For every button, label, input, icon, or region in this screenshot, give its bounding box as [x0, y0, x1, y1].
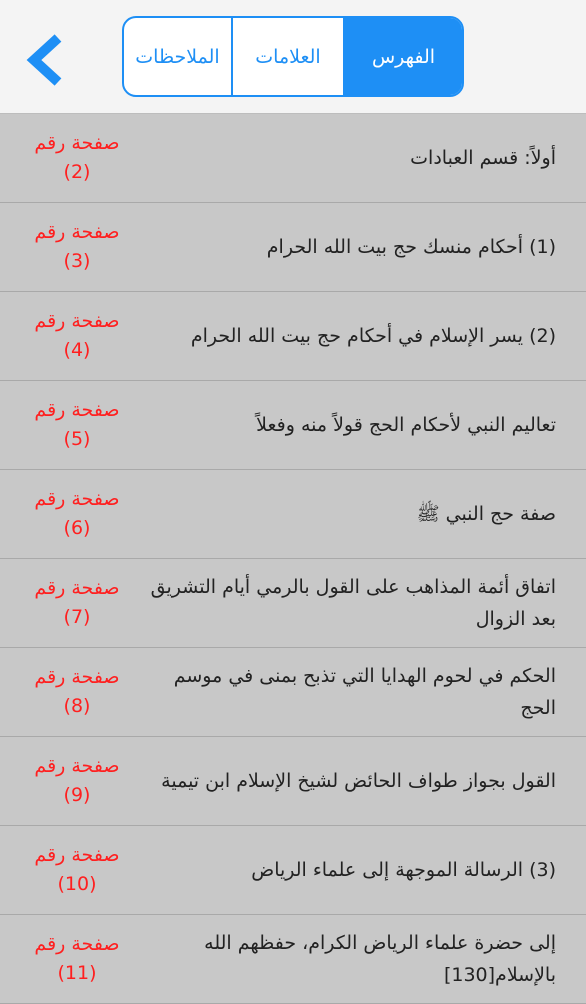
- page-label: صفحة رقم: [34, 844, 120, 866]
- tab-index[interactable]: الفهرس: [345, 18, 462, 95]
- page-reference: [18, 292, 136, 380]
- list-item[interactable]: [0, 915, 586, 1004]
- back-button[interactable]: [18, 32, 74, 88]
- page-label: صفحة رقم: [34, 488, 120, 510]
- entry-title: إلى حضرة علماء الرياض الكرام، حفظهم الله بالإسلام[130]: [204, 932, 556, 986]
- page-label: صفحة رقم: [34, 399, 120, 421]
- top-bar: [0, 0, 586, 114]
- page-reference: [18, 114, 136, 202]
- page-label: صفحة رقم: [34, 577, 120, 599]
- list-item[interactable]: [0, 381, 586, 470]
- page-number: (11): [57, 962, 97, 984]
- list-item[interactable]: [0, 114, 586, 203]
- index-list: [0, 114, 586, 1004]
- page-label: صفحة رقم: [34, 310, 120, 332]
- entry-title: (2) يسر الإسلام في أحكام حج بيت الله الحرام: [190, 325, 556, 347]
- entry-title: (1) أحكام منسك حج بيت الله الحرام: [266, 236, 556, 258]
- page-number: (5): [63, 428, 91, 450]
- chevron-left-icon: [18, 32, 74, 88]
- list-item[interactable]: [0, 826, 586, 915]
- page-number: (3): [63, 250, 91, 272]
- entry-title: (3) الرسالة الموجهة إلى علماء الرياض: [251, 859, 556, 881]
- page-number: (2): [63, 161, 91, 183]
- entry-title: الحكم في لحوم الهدايا التي تذبح بمنى في موسم الحج: [173, 665, 556, 719]
- page-label: صفحة رقم: [34, 221, 120, 243]
- page-number: (7): [63, 606, 91, 628]
- tab-bookmarks[interactable]: العلامات: [233, 18, 345, 95]
- page-reference: [18, 470, 136, 558]
- page-reference: [18, 648, 136, 736]
- page-number: (9): [63, 784, 91, 806]
- page-reference: [18, 826, 136, 914]
- page-reference: [18, 737, 136, 825]
- page-label: صفحة رقم: [34, 933, 120, 955]
- page-reference: [18, 381, 136, 469]
- list-item[interactable]: [0, 648, 586, 737]
- list-item[interactable]: [0, 203, 586, 292]
- list-item[interactable]: [0, 737, 586, 826]
- page-number: (8): [63, 695, 91, 717]
- entry-title: صفة حج النبي ﷺ: [416, 503, 556, 525]
- page-label: صفحة رقم: [34, 755, 120, 777]
- page-reference: [18, 915, 136, 1003]
- page-number: (4): [63, 339, 91, 361]
- page-label: صفحة رقم: [34, 132, 120, 154]
- entry-title: اتفاق أئمة المذاهب على القول بالرمي أيام التشريق بعد الزوال: [150, 576, 556, 630]
- page-number: (10): [57, 873, 97, 895]
- entry-title: تعاليم النبي لأحكام الحج قولاً منه وفعلاً: [256, 414, 556, 436]
- list-item[interactable]: [0, 559, 586, 648]
- page-number: (6): [63, 517, 91, 539]
- list-item[interactable]: [0, 470, 586, 559]
- entry-title: أولاً: قسم العبادات: [410, 147, 556, 169]
- view-switcher: [122, 16, 464, 97]
- list-item[interactable]: [0, 292, 586, 381]
- page-reference: [18, 559, 136, 647]
- page-label: صفحة رقم: [34, 666, 120, 688]
- tab-notes[interactable]: الملاحظات: [124, 18, 233, 95]
- page-reference: [18, 203, 136, 291]
- entry-title: القول بجواز طواف الحائض لشيخ الإسلام ابن تيمية: [161, 770, 556, 792]
